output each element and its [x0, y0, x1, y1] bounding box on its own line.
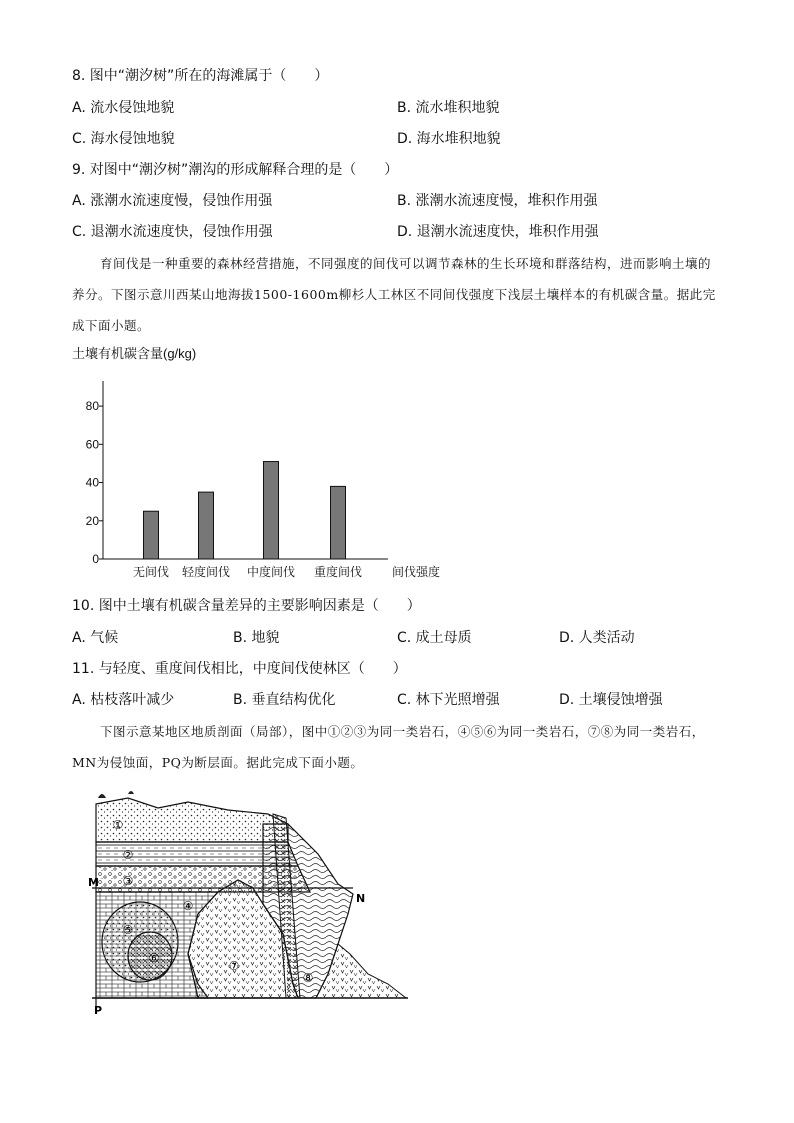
q8-option-b: B. 流水堆积地貌	[397, 100, 500, 116]
question-9-stem: 9. 对图中“潮汐树”潮沟的形成解释合理的是（ ）	[72, 162, 399, 178]
q10-option-b: B. 地貌	[233, 630, 280, 646]
y-axis-title: 土壤有机碳含量(g/kg)	[72, 346, 197, 361]
label-rock-8: ⑧	[302, 971, 314, 985]
q9-option-b: B. 涨潮水流速度慢，堆积作用强	[397, 193, 598, 209]
label-rock-4: ④	[182, 899, 194, 913]
q9-option-d: D. 退潮水流速度快，堆积作用强	[397, 224, 599, 240]
q8-option-d: D. 海水堆积地貌	[397, 131, 501, 147]
y-tick-label: 20	[85, 513, 99, 528]
q8-option-a: A. 流水侵蚀地貌	[72, 100, 175, 116]
rock-layer-1	[96, 798, 288, 842]
q9-option-a: A. 涨潮水流速度慢，侵蚀作用强	[72, 193, 273, 209]
passage-geology-text: 下图示意某地区地质剖面（局部），图中①②③为同一类岩石，④⑤⑥为同一类岩石，⑦⑧为同一类岩石，MN为侵蚀面，PQ为断层面。据此完成下面小题。	[72, 724, 705, 770]
x-tick-label: 轻度间伐	[181, 565, 231, 579]
bar	[331, 486, 346, 559]
x-tick-label: 重度间伐	[313, 565, 363, 579]
geological-profile-figure	[88, 784, 418, 1016]
question-8-stem: 8. 图中“潮汐树”所在的海滩属于（ ）	[72, 68, 329, 84]
y-tick-label: 80	[85, 399, 99, 414]
label-rock-7: ⑦	[228, 959, 240, 973]
label-m: M	[88, 876, 99, 889]
q9-option-c: C. 退潮水流速度快，侵蚀作用强	[72, 224, 273, 240]
x-tick-label: 中度间伐	[246, 565, 296, 579]
soil-carbon-bar-chart	[70, 342, 460, 587]
label-rock-3: ③	[122, 874, 134, 888]
q11-option-c: C. 林下光照增强	[397, 692, 500, 708]
q11-option-d: D. 土壤侵蚀增强	[559, 692, 663, 708]
passage-thinning	[72, 248, 722, 341]
y-tick-label: 0	[92, 552, 99, 566]
passage-thinning-text: 育间伐是一种重要的森林经营措施，不同强度的间伐可以调节森林的生长环境和群落结构，进而影响土壤的养分。下图示意川西某山地海拔1500-1600m柳杉人工林区不同间伐强度下浅层土壤样本的有机碳含量。据此完成下面小题。	[72, 256, 716, 333]
question-10-stem: 10. 图中土壤有机碳含量差异的主要影响因素是（ ）	[72, 598, 421, 614]
x-tick-label: 无间伐	[132, 565, 170, 579]
q10-option-d: D. 人类活动	[559, 630, 635, 646]
bar	[199, 492, 214, 559]
label-rock-5: ⑤	[122, 923, 134, 937]
label-rock-1: ①	[112, 818, 124, 832]
label-p: P	[94, 1004, 103, 1016]
bar	[264, 462, 279, 559]
bar	[144, 511, 159, 559]
q11-option-b: B. 垂直结构优化	[233, 692, 336, 708]
y-tick-label: 60	[85, 437, 99, 452]
surface-vegetation-icon	[98, 791, 134, 798]
q11-option-a: A. 枯枝落叶减少	[72, 692, 175, 708]
chart-svg	[70, 342, 460, 587]
q8-option-c: C. 海水侵蚀地貌	[72, 131, 175, 147]
passage-geology	[72, 716, 722, 778]
q10-option-a: A. 气候	[72, 630, 119, 646]
x-axis-title: 间伐强度	[391, 565, 441, 579]
label-rock-2: ②	[122, 848, 134, 862]
q10-option-c: C. 成土母质	[397, 630, 472, 646]
y-tick-label: 40	[85, 475, 99, 490]
label-rock-6: ⑥	[148, 951, 160, 965]
question-11-stem: 11. 与轻度、重度间伐相比，中度间伐使林区（ ）	[72, 661, 407, 677]
label-n: N	[356, 892, 366, 905]
